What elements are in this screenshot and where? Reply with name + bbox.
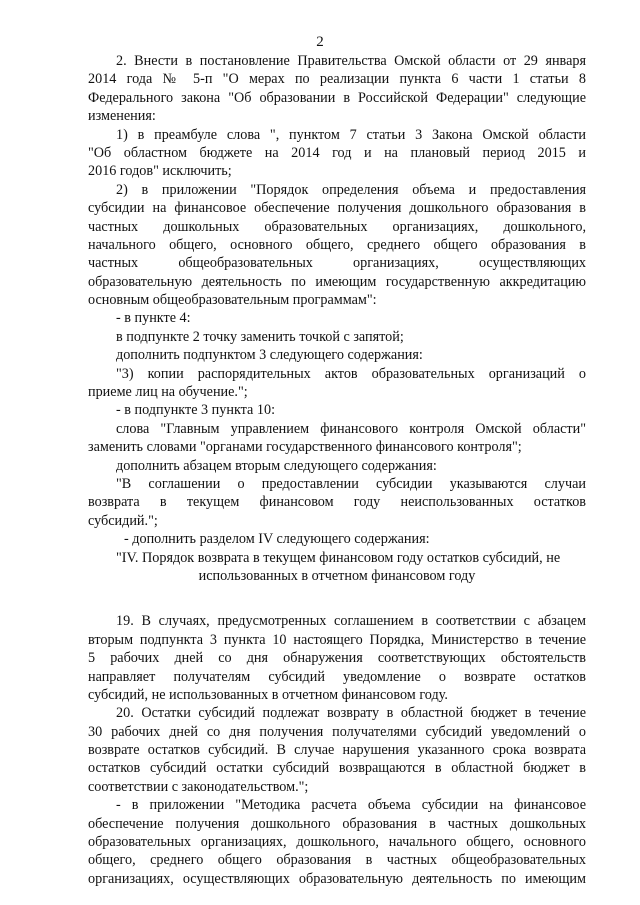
text-line: образовательных организациях, дошкольного, начального общего, основного	[88, 834, 586, 851]
text-line: приеме лиц на обучение.";	[88, 384, 248, 401]
text-line: - в приложении "Методика расчета объема субсидии на финансовое	[116, 797, 586, 814]
text-line: заменить словами "органами государственного финансового контроля";	[88, 439, 522, 456]
text-line: возврата в текущем финансовом году неиспользованных остатков	[88, 494, 586, 511]
text-line: 2) в приложении "Порядок определения объема и предоставления	[116, 181, 586, 198]
text-line: 30 рабочих дней со дня получения получателями субсидий уведомлений о	[88, 723, 586, 740]
text-line: остатков субсидий остатки субсидий возвращаются в областной бюджет в	[88, 760, 586, 777]
text-line: - в подпункте 3 пункта 10:	[116, 402, 276, 419]
text-line: использованных в отчетном финансовом году	[198, 567, 476, 584]
text-line: 2. Внести в постановление Правительства Омской области от 29 января	[116, 53, 586, 69]
text-line: "Об областном бюджете на 2014 год и на плановый период 2015 и	[88, 144, 586, 161]
text-line: - дополнить разделом IV следующего содержания:	[124, 531, 430, 548]
text-line: частных общеобразовательных организациях, осуществляющих	[88, 255, 586, 272]
text-line: направляет получателям субсидий уведомление о возврате остатков	[88, 668, 586, 685]
text-line: 5 рабочих дней со дня обнаружения соответствующих обстоятельств	[88, 650, 586, 667]
text-line: частных дошкольных образовательных организациях, дошкольного,	[88, 218, 586, 235]
text-line: 20. Остатки субсидий подлежат возврату в областной бюджет в течение	[116, 705, 586, 722]
text-line: соответствии с законодательством.";	[88, 778, 309, 795]
page-number: 2	[316, 34, 324, 50]
text-line: дополнить абзацем вторым следующего содержания:	[116, 457, 437, 474]
text-line: возврате остатков субсидий. В случае нарушения указанного срока возврата	[88, 742, 586, 759]
text-line: субсидий.";	[88, 512, 158, 529]
text-line: - в пункте 4:	[116, 310, 191, 327]
text-line: "IV. Порядок возврата в текущем финансовом году остатков субсидий, не	[116, 549, 561, 566]
text-line: основным общеобразовательным программам":	[88, 292, 377, 309]
text-line: слова "Главным управлением финансового контроля Омской области"	[116, 420, 586, 437]
text-line: обеспечение получения дошкольного образования в частных дошкольных	[88, 815, 586, 832]
paragraph-gap	[88, 585, 586, 612]
text-line: Федерального закона "Об образовании в Российской Федерации" следующие	[88, 89, 586, 106]
text-line: 1) в преамбуле слова ", пунктом 7 статьи 3 Закона Омской области	[116, 126, 586, 143]
text-line: образовательную деятельность по имеющим государственную аккредитацию	[88, 273, 586, 290]
text-line: "В соглашении о предоставлении субсидии указываются случаи	[116, 475, 586, 492]
text-line: субсидий, не использованных в отчетном финансовом году.	[88, 686, 448, 703]
text-line: общего, среднего общего образования в частных общеобразовательных	[88, 852, 586, 869]
text-line: субсидии на финансовое обеспечение получения дошкольного образования в	[88, 200, 586, 217]
text-line: 2014 года № 5-п "О мерах по реализации пункта 6 части 1 статьи 8	[88, 71, 586, 88]
text-line: начального общего, основного общего, среднего общего образования в	[88, 236, 586, 253]
text-line: в подпункте 2 точку заменить точкой с запятой;	[116, 328, 404, 345]
text-line: 19. В случаях, предусмотренных соглашением в соответствии с абзацем	[116, 613, 586, 630]
text-line: изменения:	[88, 108, 156, 125]
text-line: вторым подпункта 3 пункта 10 настоящего Порядка, Министерство в течение	[88, 631, 586, 648]
text-line: 2016 годов" исключить;	[88, 163, 232, 180]
text-line: дополнить подпунктом 3 следующего содержания:	[116, 347, 423, 364]
text-line: организациях, осуществляющих образовательную деятельность по имеющим	[88, 870, 586, 887]
text-line: "3) копии распорядительных актов образовательных организаций о	[116, 365, 586, 382]
document-body	[88, 52, 586, 888]
